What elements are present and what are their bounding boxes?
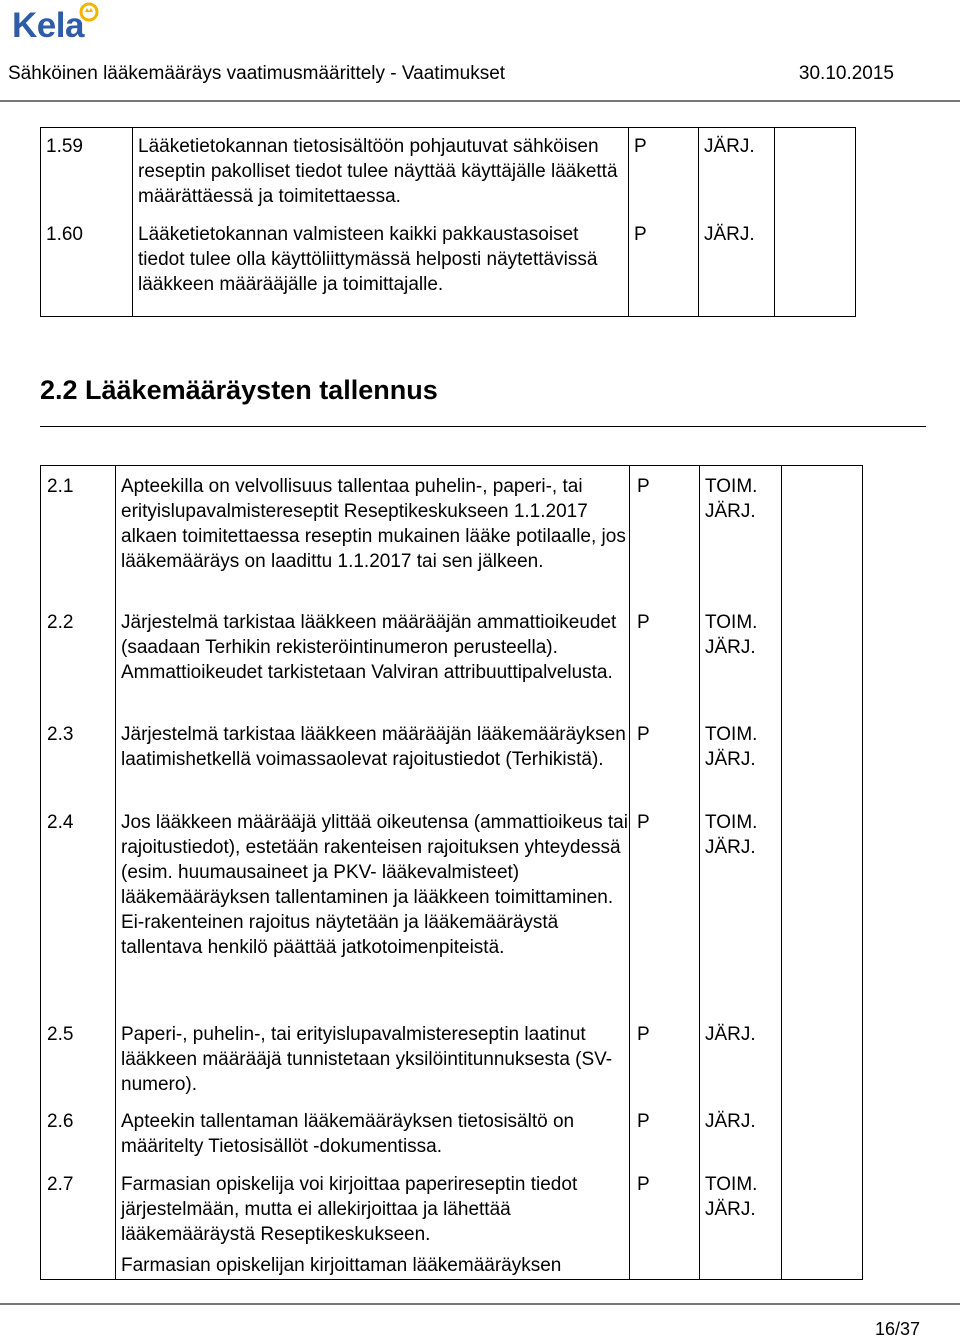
req-scope — [700, 802, 782, 1014]
table-row — [41, 1164, 863, 1280]
req-priority: P — [630, 1014, 700, 1101]
table-row — [41, 714, 863, 802]
req-priority: P — [629, 128, 699, 217]
req-scope-1: TOIM. — [705, 476, 758, 497]
req-priority: P — [629, 216, 699, 317]
req-scope — [700, 1164, 782, 1280]
req-id: 2.7 — [41, 1164, 116, 1280]
req-priority: P — [630, 1101, 700, 1164]
req-scope-2: JÄRJ. — [705, 637, 756, 658]
req-scope: JÄRJ. — [699, 128, 775, 217]
req-id: 2.4 — [41, 802, 116, 1014]
req-scope-2: JÄRJ. — [705, 749, 756, 770]
table-row — [41, 1014, 863, 1101]
req-id: 2.6 — [41, 1101, 116, 1164]
kela-logo — [12, 2, 102, 46]
req-empty-cell — [775, 216, 856, 317]
req-empty-cell — [782, 602, 863, 714]
req-text: Jos lääkkeen määrääjä ylittää oikeutensa (ammattioikeus tai rajoitustiedot), estetään rakenteisen rajoituksen yhteydessä (esim. huumausaineet ja PKV- lääkevalmisteet) lääkemääräyksen tallentaminen ja lääkkeen toimittaminen. Ei-rakenteinen rajoitus näytetään ja lääkemääräystä tallentava henkilö päättää jatkotoimenpiteistä. — [116, 802, 630, 1014]
header-rule — [0, 100, 960, 102]
requirements-table-2 — [40, 465, 863, 1280]
req-scope-2: JÄRJ. — [705, 837, 756, 858]
req-text: Apteekin tallentaman lääkemääräyksen tietosisältö on määritelty Tietosisällöt -dokumentissa. — [116, 1101, 630, 1164]
req-scope — [700, 714, 782, 802]
table-row — [41, 466, 863, 603]
req-empty-cell — [775, 128, 856, 217]
table-row — [41, 602, 863, 714]
req-scope: JÄRJ. — [699, 216, 775, 317]
req-empty-cell — [782, 802, 863, 1014]
footer-rule — [0, 1303, 960, 1305]
req-empty-cell — [782, 1014, 863, 1101]
req-priority: P — [630, 466, 700, 603]
logo-crown-icon — [78, 2, 100, 24]
req-priority: P — [630, 802, 700, 1014]
req-id: 1.59 — [41, 128, 133, 217]
table-row — [41, 216, 856, 317]
req-text: Järjestelmä tarkistaa lääkkeen määrääjän lääkemääräyksen laatimishetkellä voimassaolevat rajoitustiedot (Terhikistä). — [116, 714, 630, 802]
req-text-continued: Farmasian opiskelijan kirjoittaman lääkemääräyksen — [121, 1255, 562, 1276]
req-id: 1.60 — [41, 216, 133, 317]
req-text: Lääketietokannan valmisteen kaikki pakkaustasoiset tiedot tulee olla käyttöliittymässä helposti näytettävissä lääkkeen määrääjälle ja toimittajalle. — [133, 216, 629, 317]
req-id: 2.3 — [41, 714, 116, 802]
req-id: 2.5 — [41, 1014, 116, 1101]
req-empty-cell — [782, 466, 863, 603]
req-text: Farmasian opiskelija voi kirjoittaa paperireseptin tiedot järjestelmään, mutta ei allekirjoittaa ja lähettää lääkemääräystä Reseptikeskukseen. — [121, 1174, 578, 1245]
section-rule — [40, 426, 926, 427]
req-empty-cell — [782, 1101, 863, 1164]
req-text-cell — [116, 1164, 630, 1280]
req-id: 2.1 — [41, 466, 116, 603]
req-id: 2.2 — [41, 602, 116, 714]
req-scope: JÄRJ. — [700, 1101, 782, 1164]
document-title: Sähköinen lääkemääräys vaatimusmäärittely - Vaatimukset — [8, 63, 506, 84]
req-scope-1: TOIM. — [705, 812, 758, 833]
req-scope — [700, 466, 782, 603]
req-scope-1: TOIM. — [705, 724, 758, 745]
req-text: Apteekilla on velvollisuus tallentaa puhelin-, paperi-, tai erityislupavalmistereseptit Reseptikeskukseen 1.1.2017 alkaen toimitettaessa reseptin mukainen lääke potilaalle, jos lääkemääräys on laadittu 1.1.2017 tai sen jälkeen. — [116, 466, 630, 603]
req-text: Lääketietokannan tietosisältöön pohjautuvat sähköisen reseptin pakolliset tiedot tulee näyttää käyttäjälle lääkettä määrättäessä ja toimitettaessa. — [133, 128, 629, 217]
requirements-table-1 — [40, 127, 856, 317]
req-priority: P — [630, 714, 700, 802]
logo-wordmark: Kela — [12, 6, 84, 45]
req-scope-1: TOIM. — [705, 1174, 758, 1195]
table-row — [41, 128, 856, 217]
table-row — [41, 802, 863, 1014]
req-text: Paperi-, puhelin-, tai erityislupavalmistereseptin laatinut lääkkeen määrääjä tunnistetaan yksilöintitunnuksesta (SV-numero). — [116, 1014, 630, 1101]
document-date: 30.10.2015 — [798, 63, 894, 84]
req-scope: JÄRJ. — [700, 1014, 782, 1101]
req-scope-1: TOIM. — [705, 612, 758, 633]
req-priority: P — [630, 602, 700, 714]
req-priority: P — [630, 1164, 700, 1280]
req-text: Järjestelmä tarkistaa lääkkeen määrääjän ammattioikeudet (saadaan Terhikin rekisteröintinumeron perusteella). Ammattioikeudet tarkistetaan Valviran attribuuttipalvelusta. — [116, 602, 630, 714]
section-heading: 2.2 Lääkemääräysten tallennus — [40, 375, 438, 405]
req-empty-cell — [782, 714, 863, 802]
req-scope — [700, 602, 782, 714]
table-row — [41, 1101, 863, 1164]
req-scope-2: JÄRJ. — [705, 501, 756, 522]
page-number: 16/37 — [874, 1319, 920, 1339]
req-scope-2: JÄRJ. — [705, 1199, 756, 1220]
req-empty-cell — [782, 1164, 863, 1280]
